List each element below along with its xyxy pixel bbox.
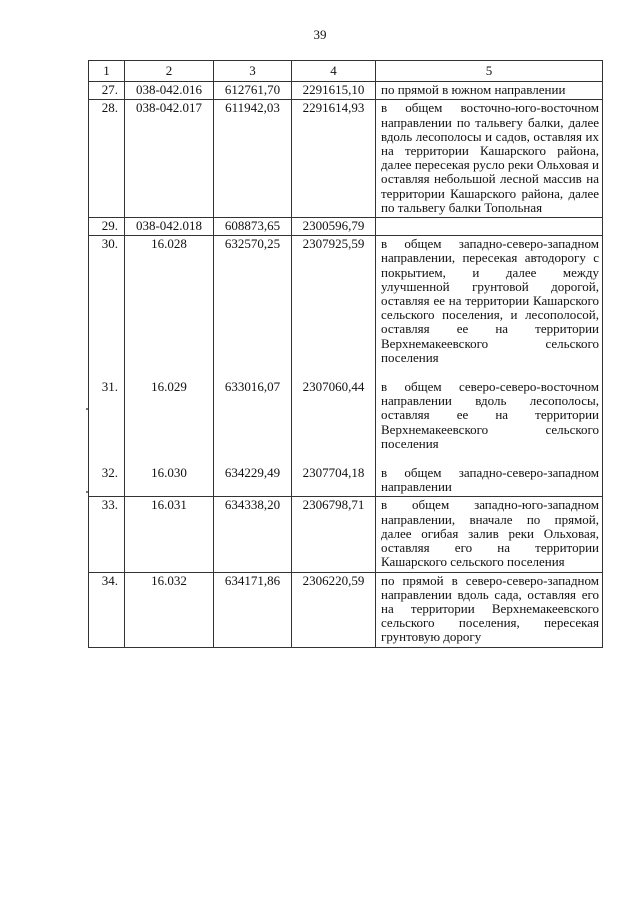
y-coordinate: 2307060,44 bbox=[292, 379, 376, 465]
table-row bbox=[89, 572, 603, 647]
x-coordinate: 634338,20 bbox=[214, 497, 292, 572]
table-row bbox=[89, 379, 603, 465]
row-number: 31. bbox=[89, 379, 125, 465]
column-header: 2 bbox=[125, 61, 214, 82]
scan-mark bbox=[86, 408, 88, 410]
row-number: 27. bbox=[89, 82, 125, 100]
table-header-row bbox=[89, 61, 603, 82]
point-id: 16.032 bbox=[125, 572, 214, 647]
x-coordinate: 634171,86 bbox=[214, 572, 292, 647]
table-row bbox=[89, 100, 603, 218]
row-number: 34. bbox=[89, 572, 125, 647]
row-number: 32. bbox=[89, 465, 125, 497]
boundary-coordinates-table bbox=[88, 60, 603, 648]
column-header: 1 bbox=[89, 61, 125, 82]
boundary-description: в общем западно-юго-западном направлении, вначале по прямой, далее огибая залив реки Ольховая, оставляя его на территории Кашарского сельского поселения bbox=[376, 497, 603, 572]
page-number: 39 bbox=[313, 27, 327, 42]
table-row bbox=[89, 218, 603, 236]
y-coordinate: 2291615,10 bbox=[292, 82, 376, 100]
x-coordinate: 611942,03 bbox=[214, 100, 292, 218]
table-row bbox=[89, 465, 603, 497]
boundary-description: в общем западно-северо-западном направлении bbox=[376, 465, 603, 497]
point-id: 16.029 bbox=[125, 379, 214, 465]
y-coordinate: 2307704,18 bbox=[292, 465, 376, 497]
column-header: 3 bbox=[214, 61, 292, 82]
y-coordinate: 2306798,71 bbox=[292, 497, 376, 572]
x-coordinate: 632570,25 bbox=[214, 236, 292, 379]
y-coordinate: 2291614,93 bbox=[292, 100, 376, 218]
row-number: 30. bbox=[89, 236, 125, 379]
boundary-description: по прямой в южном направлении bbox=[376, 82, 603, 100]
boundary-description: в общем северо-северо-восточном направлении вдоль лесополосы, оставляя ее на территории Верхнемакеевского сельского поселения bbox=[376, 379, 603, 465]
boundary-description: в общем западно-северо-западном направлении, пересекая автодорогу с покрытием, и далее между улучшенной грунтовой дорогой, оставляя ее на территории Кашарского сельского поселения, и лесополосой, оставляя ее на территории Верхнемакеевского сельского поселения bbox=[376, 236, 603, 379]
table-row bbox=[89, 82, 603, 100]
point-id: 038-042.018 bbox=[125, 218, 214, 236]
point-id: 16.028 bbox=[125, 236, 214, 379]
x-coordinate: 608873,65 bbox=[214, 218, 292, 236]
x-coordinate: 634229,49 bbox=[214, 465, 292, 497]
point-id: 16.030 bbox=[125, 465, 214, 497]
y-coordinate: 2300596,79 bbox=[292, 218, 376, 236]
point-id: 038-042.017 bbox=[125, 100, 214, 218]
table-row bbox=[89, 236, 603, 379]
table-row bbox=[89, 497, 603, 572]
point-id: 16.031 bbox=[125, 497, 214, 572]
scan-mark bbox=[86, 491, 88, 493]
row-number: 28. bbox=[89, 100, 125, 218]
y-coordinate: 2306220,59 bbox=[292, 572, 376, 647]
x-coordinate: 633016,07 bbox=[214, 379, 292, 465]
boundary-description: по прямой в северо-северо-западном направлении вдоль сада, оставляя его на территории Верхнемакеевского сельского поселения, пересекая грунтовую дорогу bbox=[376, 572, 603, 647]
boundary-description: в общем восточно-юго-восточном направлении по тальвегу балки, далее вдоль лесополосы и садов, оставляя их на территории Кашарского района, далее пересекая русло реки Ольховая и оставляя небольшой лесной массив на территории Кашарского района, далее по тальвегу балки Топольная bbox=[376, 100, 603, 218]
x-coordinate: 612761,70 bbox=[214, 82, 292, 100]
y-coordinate: 2307925,59 bbox=[292, 236, 376, 379]
row-number: 29. bbox=[89, 218, 125, 236]
column-header: 5 bbox=[376, 61, 603, 82]
boundary-description bbox=[376, 218, 603, 236]
point-id: 038-042.016 bbox=[125, 82, 214, 100]
column-header: 4 bbox=[292, 61, 376, 82]
row-number: 33. bbox=[89, 497, 125, 572]
